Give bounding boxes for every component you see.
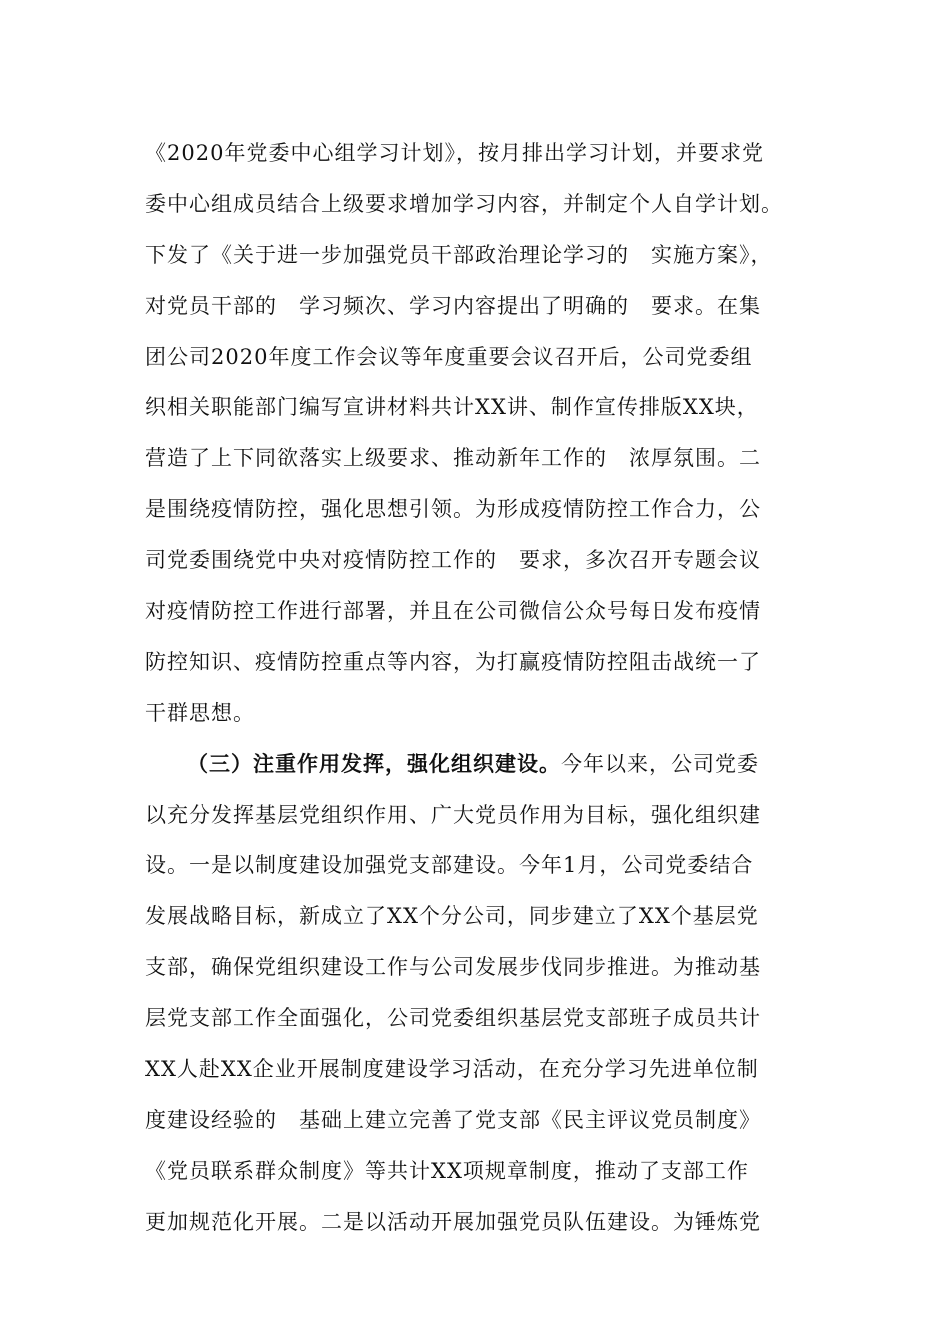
section-3-first-line (145, 739, 810, 790)
section-3-line: 度建设经验的 基础上建立完善了党支部《民主评议党员制度》 (145, 1107, 761, 1132)
body-line: 营造了上下同欲落实上级要求、推动新年工作的 浓厚氛围。二 (145, 446, 761, 471)
body-line: 干群思想。 (145, 700, 255, 725)
body-line: 司党委围绕党中央对疫情防控工作的 要求，多次召开专题会议 (145, 548, 761, 573)
section-3-line: 支部，确保党组织建设工作与公司发展步伐同步推进。为推动基 (145, 955, 761, 980)
section-3-first-line-text: 今年以来，公司党委 (561, 751, 759, 776)
body-line: 对疫情防控工作进行部署，并且在公司微信公众号每日发布疫情 (145, 599, 761, 624)
section-3-line: 层党支部工作全面强化，公司党委组织基层党支部班子成员共计 (145, 1006, 761, 1031)
body-line: 《2020年党委中心组学习计划》，按月排出学习计划，并要求党 (145, 141, 764, 165)
body-line: 对党员干部的 学习频次、学习内容提出了明确的 要求。在集 (145, 293, 761, 318)
body-line: 团公司2020年度工作会议等年度重要会议召开后，公司党委组 (145, 344, 753, 369)
section-3-line: XX人赴XX企业开展制度建设学习活动，在充分学习先进单位制 (145, 1057, 759, 1082)
section-3-heading: （三）注重作用发挥，强化组织建设。 (187, 751, 561, 776)
section-3-line: 以充分发挥基层党组织作用、广大党员作用为目标，强化组织建 (145, 802, 761, 827)
body-line: 下发了《关于进一步加强党员干部政治理论学习的 实施方案》， (145, 242, 773, 267)
body-line: 是围绕疫情防控，强化思想引领。为形成疫情防控工作合力，公 (145, 497, 761, 522)
body-line: 防控知识、疫情防控重点等内容，为打赢疫情防控阻击战统一了 (145, 649, 761, 674)
document-body (145, 128, 810, 1248)
body-line: 委中心组成员结合上级要求增加学习内容，并制定个人自学计划。 (145, 191, 783, 216)
section-3-line: 发展战略目标，新成立了XX个分公司，同步建立了XX个基层党 (145, 904, 759, 929)
section-3-line: 更加规范化开展。二是以活动开展加强党员队伍建设。为锤炼党 (145, 1209, 761, 1234)
section-3-line: 《党员联系群众制度》等共计XX项规章制度，推动了支部工作 (145, 1158, 749, 1183)
section-3-line: 设。一是以制度建设加强党支部建设。今年1月，公司党委结合 (145, 853, 754, 878)
body-line: 织相关职能部门编写宣讲材料共计XX讲、制作宣传排版XX块， (145, 395, 759, 420)
